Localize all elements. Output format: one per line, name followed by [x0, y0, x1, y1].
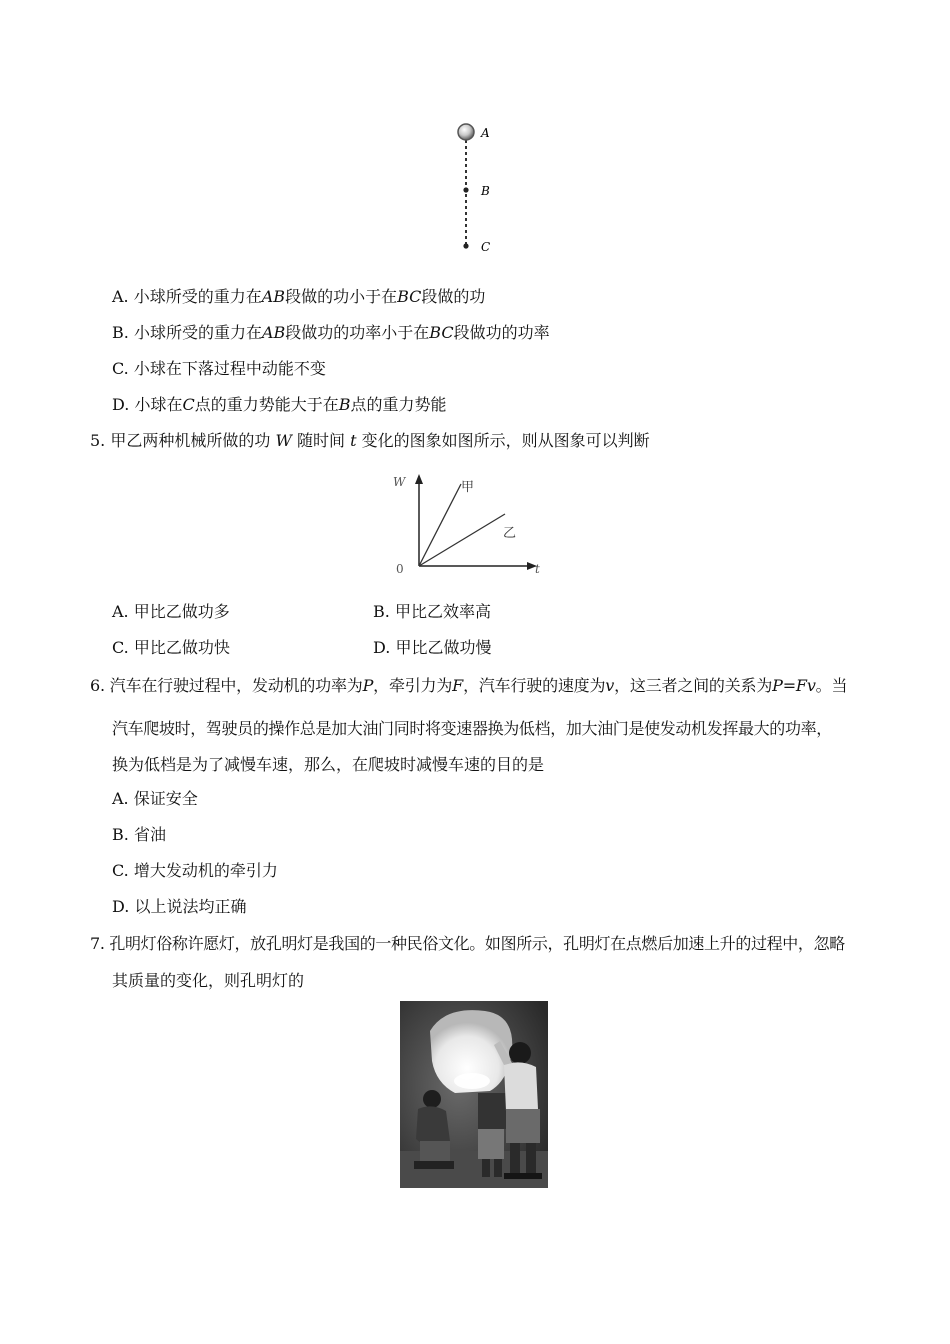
q5-option-a: A. 甲比乙做功多 — [112, 602, 230, 621]
q6-stem-line3: 换为低档是为了减慢车速，那么，在爬坡时减慢车速的目的是 — [112, 755, 545, 774]
label-b: B — [481, 184, 490, 198]
q5-stem: 5. 甲乙两种机械所做的功 W 随时间 t 变化的图象如图所示，则从图象可以判断 — [90, 431, 650, 450]
q5-option-b: B. 甲比乙效率高 — [373, 602, 491, 621]
sky-lantern-photo — [400, 1001, 548, 1188]
point-c — [463, 243, 468, 248]
q5-option-d: D. 甲比乙做功慢 — [373, 638, 492, 657]
label-a: A — [481, 126, 490, 140]
q6-stem-line1: 6. 汽车在行驶过程中，发动机的功率为P，牵引力为F，汽车行驶的速度为v，这三者之间的关系为P=Fv。当 — [90, 676, 848, 695]
x-axis-label: t — [535, 562, 540, 576]
q6-option-c: C. 增大发动机的牵引力 — [112, 861, 278, 880]
line-yi-label: 乙 — [503, 526, 517, 541]
y-axis-label: W — [393, 475, 406, 489]
q7-stem-line2: 其质量的变化，则孔明灯的 — [112, 971, 305, 990]
q4-option-b: B. 小球所受的重力在AB段做功的功率小于在BC段做功的功率 — [112, 323, 550, 342]
ball-at-a — [458, 124, 474, 140]
label-c: C — [481, 240, 491, 254]
q6-option-d: D. 以上说法均正确 — [112, 897, 247, 916]
q7-stem-line1: 7. 孔明灯俗称许愿灯，放孔明灯是我国的一种民俗文化。如图所示，孔明灯在点燃后加速上升的过程中，忽略 — [90, 934, 845, 953]
q6-stem-line2: 汽车爬坡时，驾驶员的操作总是加大油门同时将变速器换为低档，加大油门是使发动机发挥最大的功率， — [112, 719, 832, 738]
work-time-graph — [385, 470, 550, 580]
q4-option-c: C. 小球在下落过程中动能不变 — [112, 359, 326, 378]
q5-option-c: C. 甲比乙做功快 — [112, 638, 230, 657]
q6-option-a: A. 保证安全 — [112, 789, 198, 808]
point-b — [463, 187, 468, 192]
y-axis-arrow — [415, 474, 423, 484]
q6-option-b: B. 省油 — [112, 825, 166, 844]
q4-option-a: A. 小球所受的重力在AB段做的功小于在BC段做的功 — [112, 287, 486, 306]
q4-option-d: D. 小球在C点的重力势能大于在B点的重力势能 — [112, 395, 447, 414]
origin-label: 0 — [396, 562, 404, 576]
line-jia-label: 甲 — [461, 480, 475, 495]
falling-ball-figure — [440, 118, 520, 263]
